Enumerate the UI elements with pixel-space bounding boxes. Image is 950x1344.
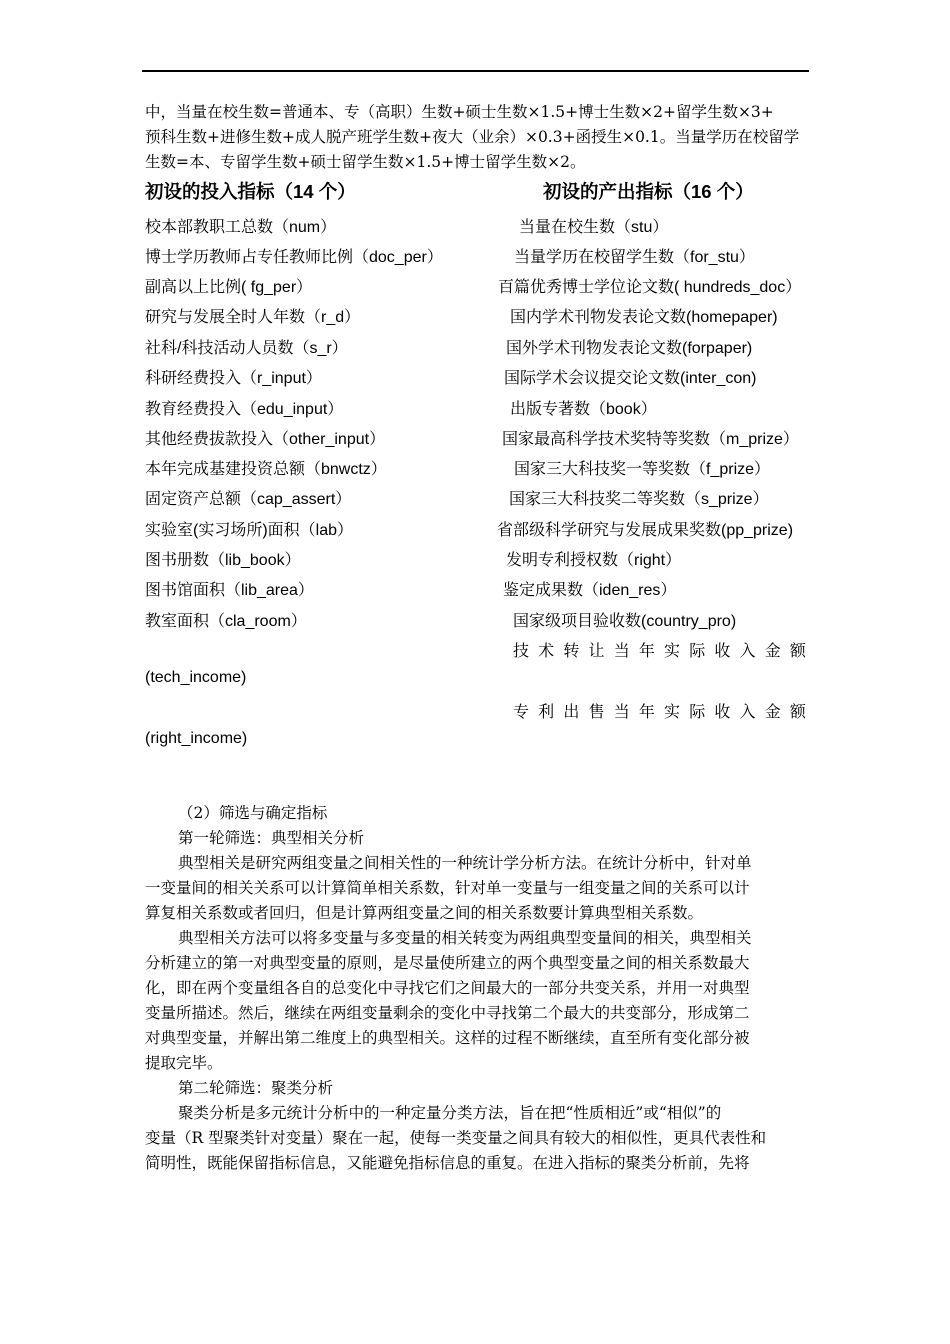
paragraph-line: 一变量间的相关关系可以计算简单相关系数，针对单一变量与一组变量之间的关系可以计 bbox=[145, 879, 750, 897]
intro-paragraph bbox=[145, 100, 813, 175]
input-indicator: 教室面积（cla_room） bbox=[145, 613, 307, 630]
paragraph-line: 典型相关方法可以将多变量与多变量的相关转变为两组典型变量间的相关，典型相关 bbox=[178, 929, 752, 947]
output-indicator: 当量学历在校留学生数（for_stu） bbox=[514, 249, 755, 266]
paragraph-line: 对典型变量，并解出第二维度上的典型相关。这样的过程不断继续，直至所有变化部分被 bbox=[145, 1029, 750, 1047]
input-indicator: 图书馆面积（lib_area） bbox=[145, 582, 314, 599]
input-indicator: 教育经费投入（edu_input） bbox=[145, 401, 344, 418]
input-indicator: 实验室(实习场所)面积（lab） bbox=[145, 522, 354, 539]
input-indicator: 固定资产总额（cap_assert） bbox=[145, 491, 352, 508]
output-indicator-tech-income: 技 术 转 让 当 年 实 际 收 入 金 额 bbox=[513, 643, 806, 660]
output-indicator: 国家三大科技奖一等奖数（f_prize） bbox=[514, 461, 771, 478]
output-indicator: 当量在校生数（stu） bbox=[519, 219, 669, 236]
paragraph-line: 提取完毕。 bbox=[145, 1054, 223, 1072]
output-indicator: 国家三大科技奖二等奖数（s_prize） bbox=[509, 491, 769, 508]
intro-line: 预科生数+进修生数+成人脱产班学生数+夜大（业余）×0.3+函授生×0.1。当量学历在校留学 bbox=[145, 128, 800, 146]
paragraph-line: 算复相关系数或者回归，但是计算两组变量之间的相关系数要计算典型相关系数。 bbox=[145, 904, 704, 922]
output-indicator: 国家级项目验收数(country_pro) bbox=[513, 613, 737, 630]
intro-line: 中，当量在校生数=普通本、专（高职）生数+硕士生数×1.5+博士生数×2+留学生数×3+ bbox=[145, 103, 774, 121]
output-indicator: 鉴定成果数（iden_res） bbox=[503, 582, 677, 599]
input-indicator: 社科/科技活动人员数（s_r） bbox=[145, 340, 348, 357]
section-body bbox=[145, 801, 813, 1176]
output-indicator-continuation: (tech_income) bbox=[145, 669, 247, 686]
output-indicator: 省部级科学研究与发展成果奖数(pp_prize) bbox=[497, 522, 794, 539]
input-indicator: 博士学历教师占专任教师比例（doc_per） bbox=[145, 249, 443, 266]
paragraph-line: 变量（R 型聚类针对变量）聚在一起，使每一类变量之间具有较大的相似性，更具代表性和 bbox=[145, 1129, 767, 1147]
input-indicators-heading: 初设的投入指标（14 个） bbox=[145, 181, 356, 202]
paragraph-line: 变量所描述。然后，继续在两组变量剩余的变化中寻找第二个最大的共变部分，形成第二 bbox=[145, 1004, 750, 1022]
paragraph-line: 简明性，既能保留指标信息，又能避免指标信息的重复。在进入指标的聚类分析前，先将 bbox=[145, 1154, 750, 1172]
output-indicator: 国内学术刊物发表论文数(homepaper) bbox=[510, 309, 778, 326]
output-indicator: 国际学术会议提交论文数(inter_con) bbox=[504, 370, 757, 387]
paragraph-line: 分析建立的第一对典型变量的原则，是尽量使所建立的两个典型变量之间的相关系数最大 bbox=[145, 954, 750, 972]
output-indicator: 发明专利授权数（right） bbox=[506, 552, 682, 569]
output-indicator: 国家最高科学技术奖特等奖数（m_prize） bbox=[502, 431, 799, 448]
input-indicator: 科研经费投入（r_input） bbox=[145, 370, 322, 387]
input-indicator: 图书册数（lib_book） bbox=[145, 552, 301, 569]
header-rule bbox=[142, 70, 809, 72]
output-indicator-right-income: 专 利 出 售 当 年 实 际 收 入 金 额 bbox=[513, 704, 806, 721]
paragraph-line: 典型相关是研究两组变量之间相关性的一种统计学分析方法。在统计分析中，针对单 bbox=[178, 854, 752, 872]
input-indicator: 研究与发展全时人年数（r_d） bbox=[145, 309, 361, 326]
paragraph-line: 聚类分析是多元统计分析中的一种定量分类方法，旨在把“性质相近”或“相似”的 bbox=[178, 1104, 722, 1122]
output-indicator: 出版专著数（book） bbox=[510, 401, 657, 418]
input-indicator: 本年完成基建投资总额（bnwctz） bbox=[145, 461, 387, 478]
output-indicators-heading: 初设的产出指标（16 个） bbox=[543, 181, 754, 202]
output-indicator: 国外学术刊物发表论文数(forpaper) bbox=[506, 340, 753, 357]
intro-line: 生数=本、专留学生数+硕士留学生数×1.5+博士留学生数×2。 bbox=[145, 153, 586, 171]
paragraph-line: 化，即在两个变量组各自的总变化中寻找它们之间最大的一部分共变关系，并用一对典型 bbox=[145, 979, 750, 997]
input-indicator: 其他经费拔款投入（other_input） bbox=[145, 431, 386, 448]
section-heading: （2）筛选与确定指标 bbox=[178, 804, 328, 822]
input-indicator: 副高以上比例( fg_per） bbox=[145, 279, 313, 296]
output-indicator: 百篇优秀博士学位论文数( hundreds_doc） bbox=[498, 279, 802, 296]
output-indicator-continuation: (right_income) bbox=[145, 730, 248, 747]
subsection-heading: 第一轮筛选：典型相关分析 bbox=[178, 829, 365, 847]
input-indicator: 校本部教职工总数（num） bbox=[145, 219, 337, 236]
subsection-heading: 第二轮筛选：聚类分析 bbox=[178, 1079, 334, 1097]
